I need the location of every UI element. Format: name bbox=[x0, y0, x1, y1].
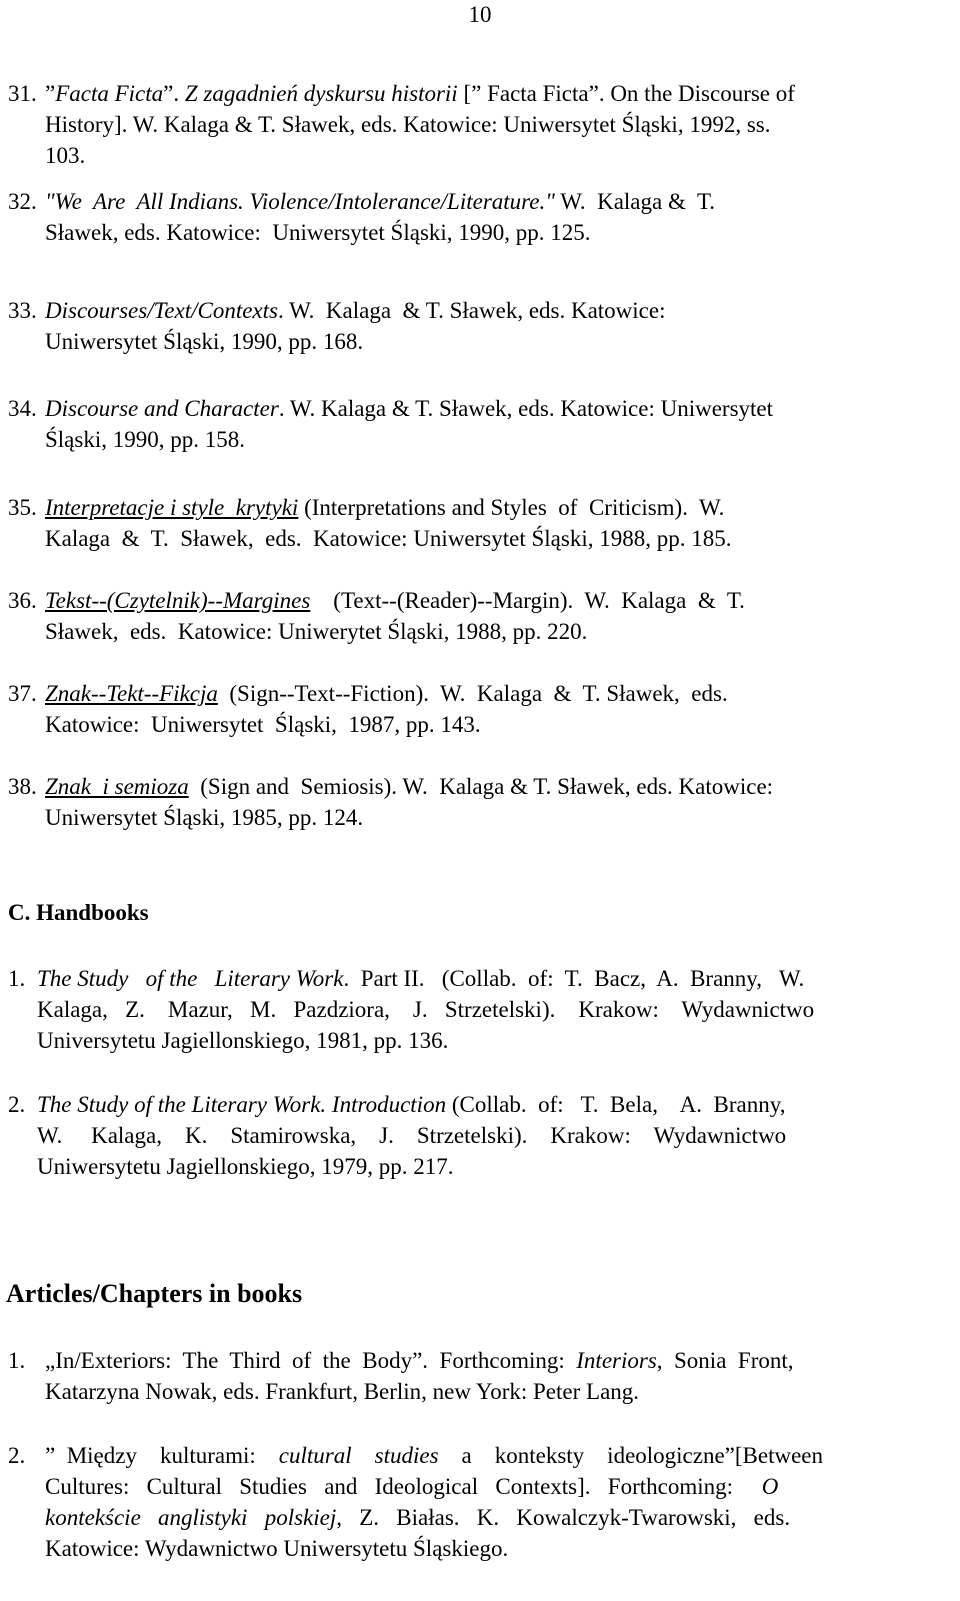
entry-line bbox=[37, 1089, 938, 1120]
section-heading-handbooks: C. Handbooks bbox=[8, 900, 149, 925]
entry-line bbox=[37, 1120, 938, 1151]
entry-line bbox=[45, 523, 938, 554]
entry-number: 34. bbox=[8, 396, 37, 421]
entry-line bbox=[37, 1151, 938, 1182]
entry-text: . Part II. (Collab. of: T. Bacz, A. Branny, W. bbox=[343, 966, 805, 991]
entry-text: Katarzyna Nowak, eds. Frankfurt, Berlin, new York: Peter Lang. bbox=[45, 1379, 640, 1404]
bibliography-entry bbox=[8, 186, 938, 248]
entry-line bbox=[45, 1440, 938, 1471]
entry-text: (Collab. of: T. Bela, A. Branny, bbox=[446, 1092, 786, 1117]
bibliography-entry bbox=[8, 678, 938, 740]
entry-text: . W. Kalaga & T. Sławek, eds. Katowice: bbox=[277, 298, 666, 323]
entry-number: 33. bbox=[8, 298, 37, 323]
entry-text: Śląski, 1990, pp. 158. bbox=[45, 427, 245, 452]
entry-line bbox=[45, 295, 938, 326]
entry-number: 1. bbox=[8, 966, 26, 991]
entry-number: 32. bbox=[8, 189, 37, 214]
entry-text: Znak--Tekt--Fikcja bbox=[45, 681, 218, 706]
entry-text: W. Kalaga, K. Stamirowska, J. Strzetelski). Krakow: Wydawnictwo bbox=[37, 1123, 787, 1148]
entry-text: a konteksty ideologiczne”[Between bbox=[438, 1443, 824, 1468]
entry-line bbox=[45, 186, 938, 217]
entry-line bbox=[45, 424, 938, 455]
entry-text: History]. W. Kalaga & T. Sławek, eds. Katowice: Uniwersytet Śląski, 1992, ss. bbox=[45, 112, 771, 137]
bibliography-entry bbox=[8, 1089, 938, 1182]
entry-text: „In/Exteriors: The Third of the Body”. Forthcoming: bbox=[45, 1348, 577, 1373]
entry-line bbox=[45, 1502, 938, 1533]
entry-line bbox=[45, 78, 938, 109]
bibliography-entry bbox=[8, 78, 938, 171]
entry-text: (Text--(Reader)--Margin). W. Kalaga & T. bbox=[310, 588, 745, 613]
entry-number: 35. bbox=[8, 495, 37, 520]
entry-text: Universytetu Jagiellonskiego, 1981, pp. 136. bbox=[37, 1028, 449, 1053]
entry-line bbox=[37, 994, 938, 1025]
entry-number: 38. bbox=[8, 774, 37, 799]
entry-text: ” bbox=[45, 81, 56, 106]
entry-text: , Z. Białas. K. Kowalczyk-Twarowski, eds. bbox=[336, 1505, 791, 1530]
entry-line bbox=[45, 771, 938, 802]
entry-text: [” Facta Ficta”. On the Discourse of bbox=[457, 81, 795, 106]
bibliography-entry bbox=[8, 771, 938, 833]
entry-text: Discourse and Character bbox=[45, 396, 279, 421]
bibliography-entry bbox=[8, 492, 938, 554]
entry-line bbox=[45, 616, 938, 647]
entry-text: Sławek, eds. Katowice: Uniwerytet Śląski, 1988, pp. 220. bbox=[45, 619, 588, 644]
entry-line bbox=[45, 326, 938, 357]
entry-text: Uniwersytet Śląski, 1990, pp. 168. bbox=[45, 329, 364, 354]
entry-text: The Study of the Literary Work bbox=[37, 966, 344, 991]
entry-text: Kalaga, Z. Mazur, M. Pazdziora, J. Strzetelski). Krakow: Wydawnictwo bbox=[37, 997, 815, 1022]
entry-line bbox=[45, 492, 938, 523]
entry-text: , Sonia Front, bbox=[656, 1348, 794, 1373]
entry-text: Uniwersytetu Jagiellonskiego, 1979, pp. 217. bbox=[37, 1154, 454, 1179]
entry-number: 1. bbox=[8, 1348, 26, 1373]
entry-line bbox=[45, 140, 938, 171]
entry-text: kontekście anglistyki polskiej bbox=[45, 1505, 337, 1530]
bibliography-entry bbox=[8, 295, 938, 357]
entry-line bbox=[45, 1533, 938, 1564]
entry-line bbox=[45, 1345, 938, 1376]
entry-line bbox=[45, 678, 938, 709]
entry-text: (Sign--Text--Fiction). W. Kalaga & T. Sławek, eds. bbox=[217, 681, 728, 706]
entry-text: Interpretacje i style krytyki bbox=[45, 495, 299, 520]
entry-text: Uniwersytet Śląski, 1985, pp. 124. bbox=[45, 805, 364, 830]
entry-line bbox=[45, 585, 938, 616]
entry-text: . W. Kalaga & T. Sławek, eds. Katowice: Uniwersytet bbox=[278, 396, 774, 421]
entry-line bbox=[45, 1471, 938, 1502]
entry-number: 2. bbox=[8, 1092, 26, 1117]
bibliography-entry bbox=[8, 393, 938, 455]
entry-text: Interiors bbox=[576, 1348, 657, 1373]
entry-line bbox=[45, 802, 938, 833]
entry-number: 37. bbox=[8, 681, 37, 706]
entry-line bbox=[45, 709, 938, 740]
page-number: 10 bbox=[468, 2, 492, 27]
entry-line bbox=[45, 1376, 938, 1407]
entry-line bbox=[45, 393, 938, 424]
bibliography-entry bbox=[8, 1345, 938, 1407]
entry-text: Facta Ficta bbox=[55, 81, 164, 106]
bibliography-entry bbox=[8, 1440, 938, 1564]
entry-text: Katowice: Uniwersytet Śląski, 1987, pp. 143. bbox=[45, 712, 481, 737]
entry-text: 103. bbox=[45, 143, 86, 168]
entry-text: W. Kalaga & T. bbox=[554, 189, 716, 214]
entry-number: 36. bbox=[8, 588, 37, 613]
entry-number: 31. bbox=[8, 81, 37, 106]
bibliography-entry bbox=[8, 963, 938, 1056]
entry-text: Tekst--(Czytelnik)--Margines bbox=[45, 588, 311, 613]
entry-text: ” Między kulturami: bbox=[45, 1443, 279, 1468]
entry-text: Sławek, eds. Katowice: Uniwersytet Śląski, 1990, pp. 125. bbox=[45, 220, 591, 245]
entry-text: Z zagadnień dyskursu historii bbox=[184, 81, 458, 106]
entry-text: Katowice: Wydawnictwo Uniwersytetu Śląskiego. bbox=[45, 1536, 509, 1561]
entry-text: Kalaga & T. Sławek, eds. Katowice: Uniwersytet Śląski, 1988, pp. 185. bbox=[45, 526, 732, 551]
bibliography-entry bbox=[8, 585, 938, 647]
entry-number: 2. bbox=[8, 1443, 26, 1468]
entry-text: (Sign and Semiosis). W. Kalaga & T. Sławek, eds. Katowice: bbox=[188, 774, 774, 799]
entry-text: Znak i semioza bbox=[45, 774, 189, 799]
section-heading-articles: Articles/Chapters in books bbox=[6, 1279, 303, 1308]
entry-line bbox=[37, 1025, 938, 1056]
entry-line bbox=[45, 217, 938, 248]
entry-line bbox=[37, 963, 938, 994]
entry-text: ”. bbox=[163, 81, 185, 106]
entry-text: "We Are All Indians. Violence/Intolerance/Literature." bbox=[45, 189, 555, 214]
entry-text: Discourses/Text/Contexts bbox=[45, 298, 278, 323]
entry-text: Cultures: Cultural Studies and Ideological Contexts]. Forthcoming: bbox=[45, 1474, 762, 1499]
entry-text: cultural studies bbox=[278, 1443, 439, 1468]
entry-text: The Study of the Literary Work. Introduction bbox=[37, 1092, 447, 1117]
entry-text: O bbox=[761, 1474, 779, 1499]
entry-text: (Interpretations and Styles of Criticism). W. bbox=[298, 495, 725, 520]
entry-line bbox=[45, 109, 938, 140]
